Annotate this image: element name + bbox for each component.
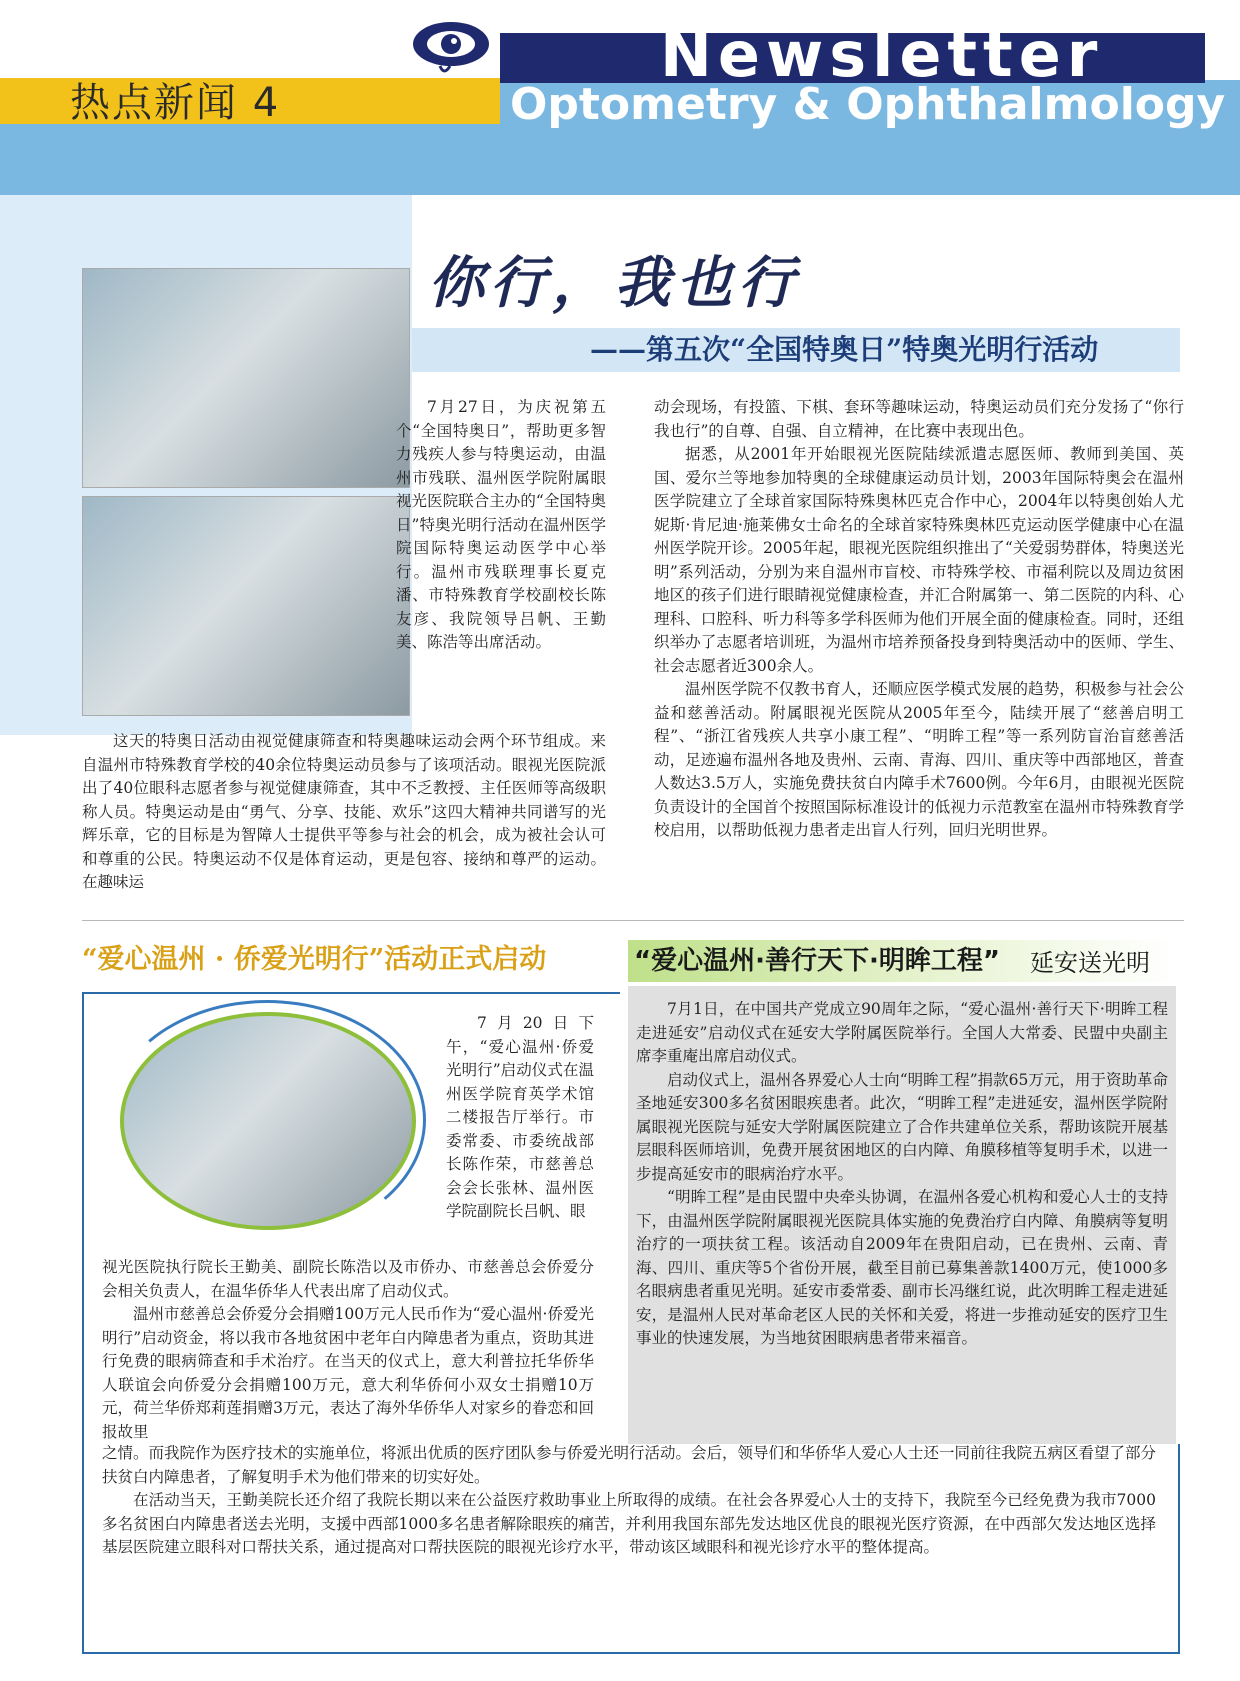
- aixin-wide-column: [102, 1256, 594, 1444]
- newsletter-title: Newsletter: [660, 18, 1104, 91]
- paragraph: 之情。而我院作为医疗技术的实施单位，将派出优质的医疗团队参与侨爱光明行活动。会后，领导们和华侨华人爱心人士还一同前往我院五病区看望了部分扶贫白内障患者，了解复明手术为他们带来的切实好处。: [102, 1444, 1157, 1486]
- photo-eye-exam: [82, 268, 410, 488]
- top-story-right-column: [654, 396, 1184, 843]
- paragraph: 视光医院执行院长王勤美、副院长陈浩以及市侨办、市慈善总会侨爱分会相关负责人，在温华侨华人代表出席了启动仪式。: [102, 1258, 594, 1300]
- paragraph: 动会现场，有投篮、下棋、套环等趣味运动，特奥运动员们充分发扬了“你行我也行”的自尊、自强、自立精神，在比赛中表现出色。: [654, 398, 1184, 440]
- yanan-story-text: [636, 998, 1168, 1351]
- paragraph: 7月1日，在中国共产党成立90周年之际，“爱心温州·善行天下·明眸工程走进延安”启动仪式在延安大学附属医院举行。全国人大常委、民盟中央副主席李重庵出席启动仪式。: [636, 1000, 1168, 1065]
- aixin-narrow-column: [446, 1012, 594, 1224]
- aixin-story-title: “爱心温州 · 侨爱光明行”活动正式启动: [82, 944, 547, 975]
- aixin-full-column: [102, 1442, 1156, 1560]
- paragraph: 这天的特奥日活动由视觉健康筛查和特奥趣味运动会两个环节组成。来自温州市特殊教育学校的40余位特奥运动员参与了该项活动。眼视光医院派出了40位眼科志愿者参与视觉健康筛查，其中不乏教授、主任医师等高级职称人员。特奥运动是由“勇气、分享、技能、欢乐”这四大精神共同谱写的光辉乐章，它的目标是为智障人士提供平等参与社会的机会，成为被社会认可和尊重的公民。特奥运动不仅是体育运动，更是包容、接纳和尊严的运动。在趣味运: [82, 732, 606, 891]
- paragraph: “明眸工程”是由民盟中央牵头协调，在温州各爱心机构和爱心人士的支持下，由温州医学院附属眼视光医院具体实施的免费治疗白内障、角膜病等复明治疗的一项扶贫工程。该活动自2009年在贵阳启动，已在贵州、云南、青海、四川、重庆等5个省份开展，截至目前已募集善款1400万元，使1000多名眼病患者重见光明。延安市委常委、副市长冯继红说，此次明眸工程走进延安，是温州人民对革命老区人民的关怀和关爱，将进一步推动延安的医疗卫生事业的快速发展，为当地贫困眼病患者带来福音。: [636, 1188, 1168, 1347]
- newsletter-subtitle: Optometry & Ophthalmology: [510, 79, 1226, 130]
- top-story-wide-column: [82, 730, 606, 895]
- photo-screening: [82, 496, 410, 716]
- section-divider: [82, 920, 1184, 921]
- yanan-story-title: “爱心温州·善行天下·明眸工程”: [634, 946, 1000, 976]
- paragraph: 温州市慈善总会侨爱分会捐赠100万元人民币作为“爱心温州·侨爱光明行”启动资金，将以我市各地贫困中老年白内障患者为重点，资助其进行免费的眼病筛查和手术治疗。在当天的仪式上，意大利普拉托华侨华人联谊会向侨爱分会捐赠100万元，意大利华侨何小双女士捐赠10万元，荷兰华侨郑莉莲捐赠3万元，表达了海外华侨华人对家乡的眷恋和回报故里: [102, 1305, 594, 1441]
- top-story-subheadline: ——第五次“全国特奥日”特奥光明行活动: [590, 333, 1099, 366]
- paragraph: 7月20日下午，“爱心温州·侨爱光明行”启动仪式在温州医学院育英学术馆二楼报告厅举行。市委常委、市委统战部长陈作荣，市慈善总会会长张林、温州医学院副院长吕帆、眼: [446, 1014, 594, 1220]
- paragraph: 7月27日，为庆祝第五个“全国特奥日”，帮助更多智力残疾人参与特奥运动，由温州市残联、温州医学院附属眼视光医院联合主办的“全国特奥日”特奥光明行活动在温州医学院国际特奥运动医学中心举行。温州市残联理事长夏克潘、市特殊教育学校副校长陈友彦、我院领导吕帆、王勤美、陈浩等出席活动。: [396, 398, 606, 651]
- paragraph: 启动仪式上，温州各界爱心人士向“明眸工程”捐款65万元，用于资助革命圣地延安300多名贫困眼疾患者。此次，“明眸工程”走进延安，温州医学院附属眼视光医院与延安大学附属医院建立了合作共建单位关系，帮助该院开展基层眼科医师培训，免费开展贫困地区的白内障、角膜移植等复明手术，以进一步提高延安市的眼病治疗水平。: [636, 1070, 1168, 1183]
- section-label: 热点新闻 4: [70, 80, 281, 126]
- top-story-headline: 你行，我也行: [428, 250, 800, 316]
- photo-ward-visit: [120, 1012, 416, 1230]
- yanan-story-title-tail: 延安送光明: [1030, 949, 1150, 977]
- eye-logo-icon: [410, 14, 492, 80]
- paragraph: 在活动当天，王勤美院长还介绍了我院长期以来在公益医疗救助事业上所取得的成绩。在社会各界爱心人士的支持下，我院至今已经免费为我市7000多名贫困白内障患者送去光明，支援中西部1000多名患者解除眼疾的痛苦，并利用我国东部先发达地区优良的眼视光医疗资源，在中西部欠发达地区选择基层医院建立眼科对口帮扶关系，通过提高对口帮扶医院的眼视光诊疗水平，带动该区域眼科和视光诊疗水平的整体提高。: [102, 1491, 1156, 1556]
- paragraph: 据悉，从2001年开始眼视光医院陆续派遣志愿医师、教师到美国、英国、爱尔兰等地参加特奥的全球健康运动员计划，2003年国际特奥会在温州医学院建立了全球首家国际特殊奥林匹克合作中心，2004年以特奥创始人尤妮斯·肯尼迪·施莱佛女士命名的全球首家特殊奥林匹克运动医学健康中心在温州医学院开诊。2005年起，眼视光医院组织推出了“关爱弱势群体，特奥送光明”系列活动，分别为来自温州市盲校、市特殊学校、市福利院以及周边贫困地区的孩子们进行眼睛视觉健康检查，并汇合附属第一、第二医院的内科、心理科、口腔科、听力科等多学科医师为他们开展全面的健康检查。同时，还组织举办了志愿者培训班，为温州市培养预备投身到特奥活动中的医师、学生、社会志愿者近300余人。: [654, 445, 1184, 675]
- paragraph: 温州医学院不仅教书育人，还顺应医学模式发展的趋势，积极参与社会公益和慈善活动。附属眼视光医院从2005年至今，陆续开展了“慈善启明工程”、“浙江省残疾人共享小康工程”、“明眸工程”等一系列防盲治盲慈善活动，足迹遍布温州各地及贵州、云南、青海、四川、重庆等中西部地区，普查人数达3.5万人，实施免费扶贫白内障手术7600例。今年6月，由眼视光医院负责设计的全国首个按照国际标准设计的低视力示范教室在温州市特殊教育学校启用，以帮助低视力患者走出盲人行列，回归光明世界。: [654, 680, 1184, 839]
- top-story-narrow-column: [396, 396, 606, 655]
